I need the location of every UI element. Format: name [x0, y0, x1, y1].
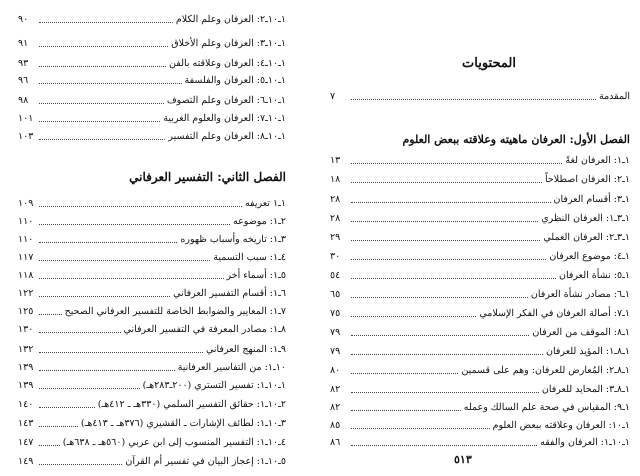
dot-leader	[39, 224, 230, 225]
toc-entry	[330, 382, 630, 397]
dot-leader	[39, 352, 203, 353]
toc-entry-label: ١ـ١٠ـ٦: العرفان وعلم التصوف	[166, 95, 286, 106]
dot-leader	[351, 99, 596, 100]
toc-entry-label: ١ـ٥: نشأة العرفان	[558, 270, 630, 281]
toc-entry-label: ١ـ١٠ـ١: تفسير التستري (٢٠٠ـ٢٨٣هـ)	[142, 380, 286, 391]
dot-leader	[39, 464, 122, 465]
dot-leader	[39, 407, 95, 408]
toc-entry-label: ١ـ١٠ـ٥: العرفان والفلسفة	[184, 75, 286, 86]
toc-entry-page: ٢٨	[330, 213, 341, 224]
dot-leader	[351, 278, 556, 279]
toc-entry	[18, 397, 286, 412]
toc-entry-page: ٧٩	[330, 327, 341, 338]
toc-entry-label: ١ـ١ تعريفه	[244, 198, 286, 209]
dot-leader	[39, 206, 242, 207]
dot-leader	[351, 392, 539, 393]
toc-entry	[330, 211, 630, 226]
toc-entry-page: ١٤٠	[18, 399, 34, 410]
chapter-1-heading: الفصل الأول: العرفان ماهيته وعلاقته ببعض العلوم	[402, 133, 630, 146]
toc-entry-page: ١٤٧	[18, 437, 34, 448]
toc-entry-label: ١ـ٧: أصالة العرفان في الفكر الإسلامي	[479, 308, 630, 319]
toc-entry	[18, 93, 286, 108]
dot-leader	[39, 370, 175, 371]
dot-leader	[39, 22, 173, 23]
toc-entry	[330, 230, 630, 245]
dot-leader	[351, 240, 540, 241]
toc-entry-page: ٨٠	[330, 365, 341, 376]
toc-entry	[18, 268, 286, 283]
toc-entry-page: ٩٦	[18, 75, 29, 86]
toc-entry-label: ١ـ٩: المقياس في صحة علم السالك وعمله	[463, 402, 630, 413]
toc-entry-label: ١ـ١٠ـ٢: العرفان وعلم الكلام	[175, 14, 286, 25]
toc-entry-label: المقدمة	[598, 91, 630, 102]
dot-leader	[39, 445, 60, 446]
dot-leader	[39, 296, 170, 297]
toc-entry	[18, 435, 286, 450]
dot-leader	[351, 221, 538, 222]
toc-entry-label: ٨ـ١: مصادر المعرفة في التفسير العرفاني	[123, 324, 286, 335]
dot-leader	[351, 354, 543, 355]
toc-entry-label: ٢ـ١: موضوعه	[233, 216, 286, 227]
page-number: ٥١٣	[454, 453, 472, 466]
dot-leader	[351, 259, 546, 260]
toc-entry	[330, 287, 630, 302]
toc-entry-page: ١٠٩	[18, 198, 34, 209]
toc-entry-label: ١ـ١٠ـ١: العرفان والفقه	[540, 437, 630, 448]
dot-leader	[39, 66, 166, 67]
toc-entry-page: ١٣٢	[18, 344, 34, 355]
dot-leader	[39, 139, 165, 140]
toc-entry	[18, 12, 286, 27]
toc-entry-label: ٩ـ١: المنهج العرفاني	[205, 344, 286, 355]
toc-entry-label: ١ـ٨ـ٢: المُعارض للعرفان: وهم على قسمين	[461, 365, 630, 376]
toc-entry	[330, 325, 630, 340]
dot-leader	[39, 278, 224, 279]
toc-entry	[18, 286, 286, 301]
toc-entry	[330, 363, 630, 378]
toc-entry-page: ٨٦	[330, 437, 341, 448]
dot-leader	[39, 314, 62, 315]
toc-entry	[18, 416, 286, 431]
toc-entry-page: ١٤٩	[18, 456, 34, 467]
dot-leader	[351, 297, 528, 298]
toc-entry-label: ١ـ١٠ـ٣: العرفان وعلم الأخلاق	[171, 38, 286, 49]
toc-entry-label: ١ـ٣: أقسام العرفان	[553, 194, 630, 205]
toc-entry	[18, 454, 286, 469]
toc-entry	[18, 360, 286, 375]
toc-entry-page: ٢٩	[330, 232, 341, 243]
dot-leader	[39, 332, 121, 333]
toc-entry-label: ٦ـ١: أقسام التفسير العرفاني	[173, 288, 286, 299]
toc-entry	[18, 304, 286, 319]
toc-entry-label: ١ـ١٠ـ٤: العرفان وعلاقته بالفن	[169, 58, 286, 69]
toc-entry-page: ١٢٢	[18, 288, 34, 299]
toc-entry	[18, 56, 286, 71]
dot-leader	[39, 242, 177, 243]
toc-entry	[330, 249, 630, 264]
dot-leader	[351, 373, 458, 374]
dot-leader	[39, 426, 78, 427]
toc-entry-page: ٩١	[18, 38, 29, 49]
toc-entry-page: ٧٩	[330, 346, 341, 357]
toc-entry-page: ٢٨	[330, 194, 341, 205]
toc-entry-page: ١٣٩	[18, 380, 34, 391]
toc-entry	[330, 172, 630, 187]
toc-entry-page: ١٣٩	[18, 362, 34, 373]
dot-leader	[351, 445, 537, 446]
toc-entry	[330, 344, 630, 359]
toc-entry-label: ٧ـ١: المعايير والضوابط الخاصة للتفسير العرفاني الصحيح	[64, 306, 286, 317]
toc-entry-page: ٧	[330, 91, 336, 102]
toc-entry-intro	[330, 89, 630, 104]
dot-leader	[351, 410, 461, 411]
toc-entry-page: ٨٢	[330, 384, 341, 395]
toc-entry-label: ١ـ٦: مصادر نشأة العرفان	[530, 289, 630, 300]
toc-entry	[18, 73, 286, 88]
toc-entry-label: ١ـ٣ـ٢: العرفان العملي	[543, 232, 630, 243]
dot-leader	[351, 182, 542, 183]
toc-entry	[330, 306, 630, 321]
toc-entry-page: ١١٧	[18, 252, 34, 263]
toc-entry-page: ١٨	[330, 174, 341, 185]
toc-entry-label: ٤ـ١٠ـ١: التفسير المنسوب إلى ابن عربي (٥٦٠هـ ـ ٦٣٨هـ)	[62, 437, 286, 448]
toc-entry-page: ١١٨	[18, 270, 34, 281]
toc-entry-label: ١ـ١٠ـ٧: العرفان والعلوم الغربية	[163, 113, 286, 124]
toc-entry-label: ١ـ١٠: العرفان وعلاقته ببعض العلوم	[492, 420, 630, 431]
dot-leader	[39, 260, 210, 261]
toc-entry	[18, 378, 286, 393]
toc-entry-page: ٦٥	[330, 289, 341, 300]
toc-entry-page: ٩٠	[18, 14, 29, 25]
toc-entry	[330, 400, 630, 415]
toc-entry-page: ٣٠	[330, 251, 341, 262]
toc-entry-page: ١٢٥	[18, 306, 34, 317]
toc-entry	[330, 435, 630, 450]
toc-entry-label: ١ـ١٠ـ٨: العرفان وعلم التفسير	[168, 131, 286, 142]
contents-title: المحتويات	[462, 56, 516, 71]
toc-entry-label: ٥ـ١٠ـ١: إعجاز البيان في تفسير أم القرآن	[125, 456, 286, 467]
toc-entry	[18, 111, 286, 126]
toc-entry-label: ١ـ٨ـ٣: المحايد للعرفان	[541, 384, 630, 395]
toc-entry-page: ١١٠	[18, 234, 34, 245]
toc-entry-label: ١ـ٣ـ١: العرفان النظري	[541, 213, 630, 224]
toc-entry	[330, 418, 630, 433]
toc-entry-page: ١٣٠	[18, 324, 34, 335]
dot-leader	[39, 388, 140, 389]
toc-entry	[18, 214, 286, 229]
dot-leader	[351, 335, 529, 336]
dot-leader	[351, 163, 562, 164]
toc-entry-page: ١٠١	[18, 113, 34, 124]
toc-entry	[330, 192, 630, 207]
toc-entry	[18, 232, 286, 247]
toc-entry-label: ٤ـ١: سبب التسمية	[213, 252, 286, 263]
toc-entry-label: ١ـ١: العرفان لغةً	[565, 155, 630, 166]
toc-entry	[18, 250, 286, 265]
toc-entry-label: ٢ـ١٠ـ١: حقائق التفسير السلمي (٣٣٠هـ ـ ٤١٢هـ)	[97, 399, 286, 410]
dot-leader	[39, 46, 168, 47]
toc-entry-label: ٥ـ١: أسماء أخر	[226, 270, 286, 281]
toc-entry	[18, 322, 286, 337]
toc-entry-page: ٩٨	[18, 95, 29, 106]
toc-entry	[18, 342, 286, 357]
dot-leader	[351, 428, 490, 429]
toc-entry-label: ١ـ٨ـ١: المؤيد للعرفان	[545, 346, 630, 357]
toc-entry-page: ٨٥	[330, 420, 341, 431]
toc-entry-page: ١٤٣	[18, 418, 34, 429]
toc-entry	[330, 153, 630, 168]
toc-entry	[18, 36, 286, 51]
dot-leader	[351, 202, 551, 203]
toc-entry	[330, 268, 630, 283]
toc-entry-label: ١٠ـ١: من التفاسير العرفانية	[177, 362, 286, 373]
dot-leader	[351, 316, 476, 317]
toc-entry-page: ١٣	[330, 155, 341, 166]
toc-entry-label: ١ـ٢: العرفان اصطلاحاً	[545, 174, 630, 185]
toc-entry-page: ٧٥	[330, 308, 341, 319]
toc-entry	[18, 196, 286, 211]
toc-entry-page: ٩٣	[18, 58, 29, 69]
toc-entry-label: ١ـ٨: الموقف من العرفان	[532, 327, 630, 338]
toc-entry-label: ١ـ٤: موضوع العرفان	[549, 251, 630, 262]
chapter-2-heading: الفصل الثاني: التفسير العرفاني	[129, 170, 286, 184]
toc-entry-page: ١١٠	[18, 216, 34, 227]
toc-entry-page: ٨٢	[330, 402, 341, 413]
dot-leader	[39, 103, 164, 104]
dot-leader	[39, 121, 160, 122]
dot-leader	[39, 83, 182, 84]
toc-entry-label: ٣ـ١: تاريخه وأسباب ظهوره	[180, 234, 286, 245]
toc-entry-page: ٥٤	[330, 270, 341, 281]
toc-entry-page: ١٠٣	[18, 131, 34, 142]
toc-entry	[18, 129, 286, 144]
toc-entry-label: ٣ـ١٠ـ١: لطائف الإشارات ـ القشيري (٣٧٦هـ ـ ٤١٣هـ)	[80, 418, 286, 429]
